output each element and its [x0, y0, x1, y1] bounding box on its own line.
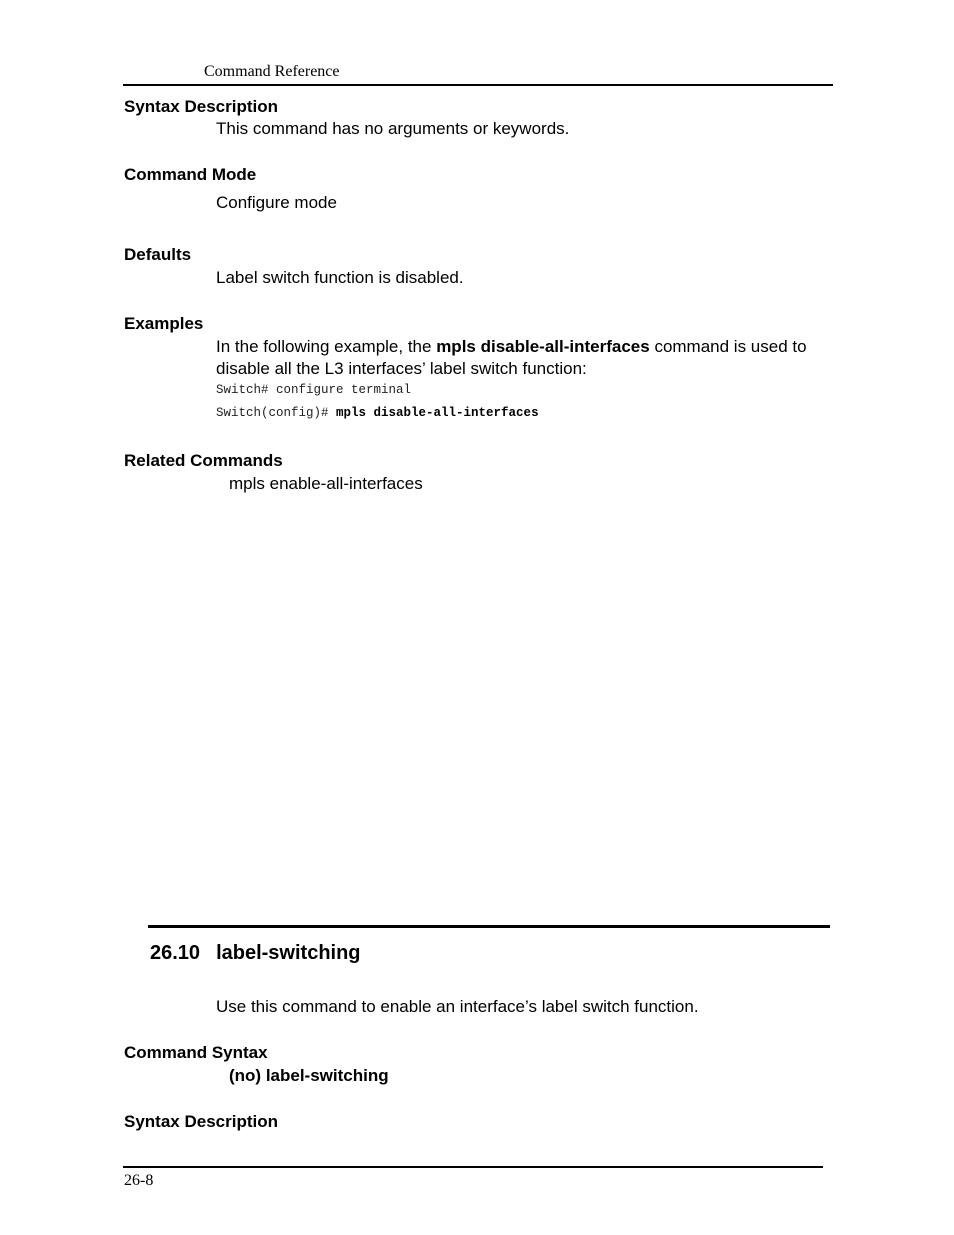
command-mode-text: Configure mode [216, 193, 337, 212]
footer-rule [123, 1166, 823, 1168]
defaults-heading: Defaults [124, 245, 192, 264]
section-title [150, 942, 361, 965]
section-rule [148, 925, 830, 928]
related-commands-heading: Related Commands [124, 451, 283, 470]
section-name: label-switching [216, 942, 361, 964]
example-code-command: mpls disable-all-interfaces [336, 406, 539, 420]
defaults-text: Label switch function is disabled. [216, 268, 464, 287]
example-code-line-1: Switch# configure terminal [216, 383, 412, 397]
command-syntax-text: (no) label-switching [229, 1066, 389, 1085]
syntax-description-heading-2: Syntax Description [124, 1112, 278, 1131]
example-code-line-2 [216, 406, 539, 420]
command-syntax-heading: Command Syntax [124, 1043, 268, 1062]
examples-text-post: command is used to [649, 337, 807, 356]
examples-heading: Examples [124, 314, 204, 333]
examples-text-pre: In the following example, the [216, 337, 437, 356]
syntax-description-text: This command has no arguments or keywords. [216, 119, 570, 138]
examples-paragraph-line2: disable all the L3 interfaces’ label switch function: [216, 359, 587, 378]
related-command-item: mpls enable-all-interfaces [229, 474, 423, 493]
examples-command-name: mpls disable-all-interfaces [436, 337, 650, 356]
syntax-description-heading: Syntax Description [124, 97, 278, 116]
running-header: Command Reference [204, 63, 340, 80]
command-mode-heading: Command Mode [124, 165, 257, 184]
examples-paragraph-line1 [216, 337, 807, 357]
header-rule [123, 84, 833, 86]
section-intro-text: Use this command to enable an interface’s label switch function. [216, 997, 699, 1016]
section-number: 26.10 [150, 942, 201, 964]
example-code-prompt: Switch(config)# [216, 406, 337, 420]
page-number: 26-8 [124, 1172, 154, 1189]
